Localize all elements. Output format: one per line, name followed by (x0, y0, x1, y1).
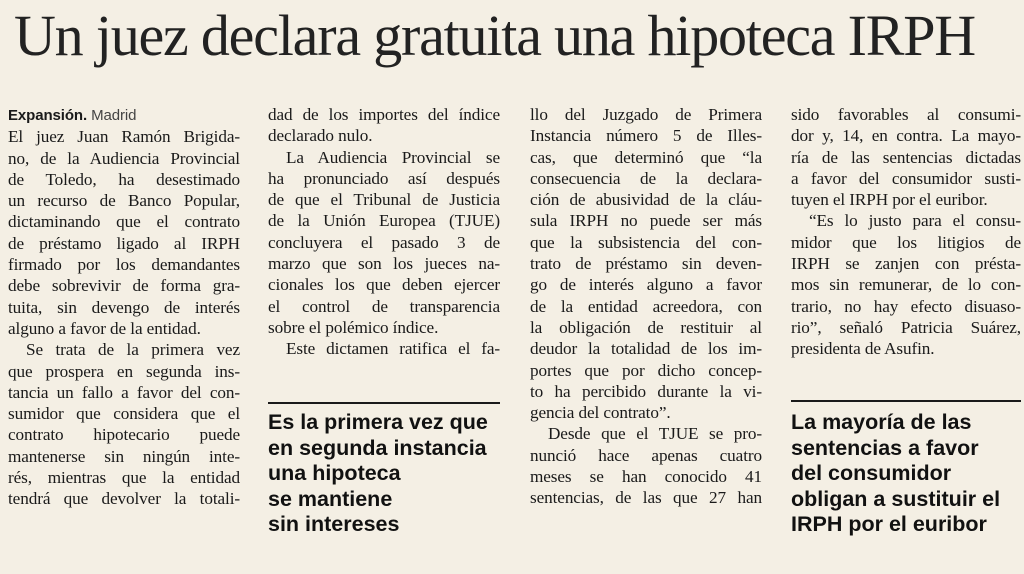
text-line: meses se han conocido 41 (530, 467, 762, 487)
text-line: de Toledo, ha desestimado (8, 169, 240, 189)
text-line: rio”, señaló Patricia Suárez, (791, 317, 1021, 337)
text-line: ción de abusividad de la cláu- (530, 190, 762, 210)
text-line: trario, no hay efecto disuaso- (791, 296, 1021, 316)
headline: Un juez declara gratuita una hipoteca IRPH (14, 3, 975, 68)
text-line: presidenta de Asufin. (791, 339, 935, 359)
text-line: un recurso de Banco Popular, (8, 191, 240, 211)
article-column-2 (268, 104, 500, 360)
text-line: dor y, 14, en contra. La mayo- (791, 126, 1021, 146)
pull-quote-rule (268, 402, 500, 404)
text-line: El juez Juan Ramón Brigida- (8, 127, 240, 147)
text-line: la obligación de restituir al (530, 317, 762, 337)
text-line: gencia del contrato”. (530, 403, 671, 423)
text-line: llo del Juzgado de Primera (530, 105, 762, 124)
text-line: de que el Tribunal de Justicia (268, 190, 500, 210)
text-line: sumidor que considera que el (8, 404, 240, 424)
text-line: Instancia número 5 de Illes- (530, 126, 762, 146)
text-line: ha pronunciado así después (268, 168, 500, 188)
pull-quote-line: sentencias a favor (791, 435, 979, 460)
pull-quote-line: Es la primera vez que (268, 410, 488, 434)
pull-quote-line: en segunda instancia (268, 435, 487, 460)
pull-quote-line: sin intereses (268, 512, 400, 536)
text-line: dad de los importes del índice (268, 105, 500, 124)
pull-quote-line: IRPH por el euribor (791, 512, 987, 536)
text-line: debe sobrevivir de forma gra- (8, 276, 240, 296)
text-line: declarado nulo. (268, 126, 373, 146)
text-line: cas, que determinó que “la (530, 147, 762, 167)
text-line: que la subsistencia del con- (530, 232, 762, 252)
text-line: Desde que el TJUE se pro- (548, 424, 762, 444)
article-column-4 (791, 104, 1021, 360)
text-line: rés, mientras que la entidad (8, 468, 240, 488)
text-line: midor que los litigios de (791, 232, 1021, 252)
article-column-1 (8, 104, 240, 510)
text-line: sula IRPH no puede ser más (530, 211, 762, 231)
text-line: Se trata de la primera vez (26, 340, 240, 360)
text-line: deudor la totalidad de los im- (530, 339, 762, 359)
pull-quote-line: obligan a sustituir el (791, 486, 1001, 511)
text-line: de la Unión Europea (TJUE) (268, 211, 500, 231)
text-line: consecuencia de la declara- (530, 168, 762, 188)
pull-quote-rule (791, 400, 1021, 402)
pull-quote-line: una hipoteca (268, 461, 401, 485)
byline-agency: Expansión. (8, 107, 88, 124)
text-line: mantenerse sin ningún inte- (8, 446, 240, 466)
pull-quote-2 (791, 410, 1000, 538)
text-line: mos sin remunerar, de lo con- (791, 275, 1021, 295)
text-line: dictaminando que el contrato (8, 212, 240, 232)
text-line: de préstamo ligado al IRPH (8, 233, 240, 253)
text-line: no, de la Audiencia Provincial (8, 148, 240, 168)
text-line: tendrá que devolver la totali- (8, 489, 240, 509)
text-line: el control de transparencia (268, 296, 500, 316)
text-line: La Audiencia Provincial se (286, 147, 500, 167)
text-line: de la entidad acreedora, con (530, 296, 762, 316)
pull-quote-line: se mantiene (268, 486, 393, 511)
text-line: portes que por dicho concep- (530, 360, 762, 380)
text-line: Este dictamen ratifica el fa- (286, 339, 500, 359)
text-line: sobre el polémico índice. (268, 317, 439, 337)
text-line: tuyen el IRPH por el euribor. (791, 190, 988, 210)
byline (8, 104, 240, 126)
pull-quote-line: del consumidor (791, 461, 952, 485)
text-line: firmado por los demandantes (8, 255, 240, 275)
byline-city: Madrid (87, 107, 137, 124)
text-line: cionales los que deben ejercer (268, 275, 500, 295)
text-line: “Es lo justo para el consu- (809, 211, 1021, 231)
text-line: trato de préstamo sin deven- (530, 254, 762, 274)
text-line: IRPH se zanjen con présta- (791, 254, 1021, 274)
text-line: marzo que son los jueces na- (268, 254, 500, 274)
text-line: contrato hipotecario puede (8, 425, 240, 445)
text-line: concluyera el pasado 3 de (268, 232, 500, 252)
pull-quote-line: La mayoría de las (791, 410, 972, 434)
article-column-3 (530, 104, 762, 509)
text-line: go de interés alguno a favor (530, 275, 762, 295)
text-line: sido favorables al consumi- (791, 105, 1021, 124)
text-line: to ha percibido durante la vi- (530, 381, 762, 401)
text-line: a favor del consumidor susti- (791, 168, 1021, 188)
text-line: ría de las sentencias dictadas (791, 147, 1021, 167)
text-line: sentencias, de las que 27 han (530, 488, 762, 508)
text-line: que prospera en segunda ins- (8, 361, 240, 381)
text-line: alguno a favor de la entidad. (8, 318, 201, 338)
text-line: tuita, sin devengo de interés (8, 297, 240, 317)
pull-quote-1 (268, 410, 488, 538)
text-line: tancia un fallo a favor del con- (8, 382, 240, 402)
text-line: nunció hace apenas cuatro (530, 445, 762, 465)
